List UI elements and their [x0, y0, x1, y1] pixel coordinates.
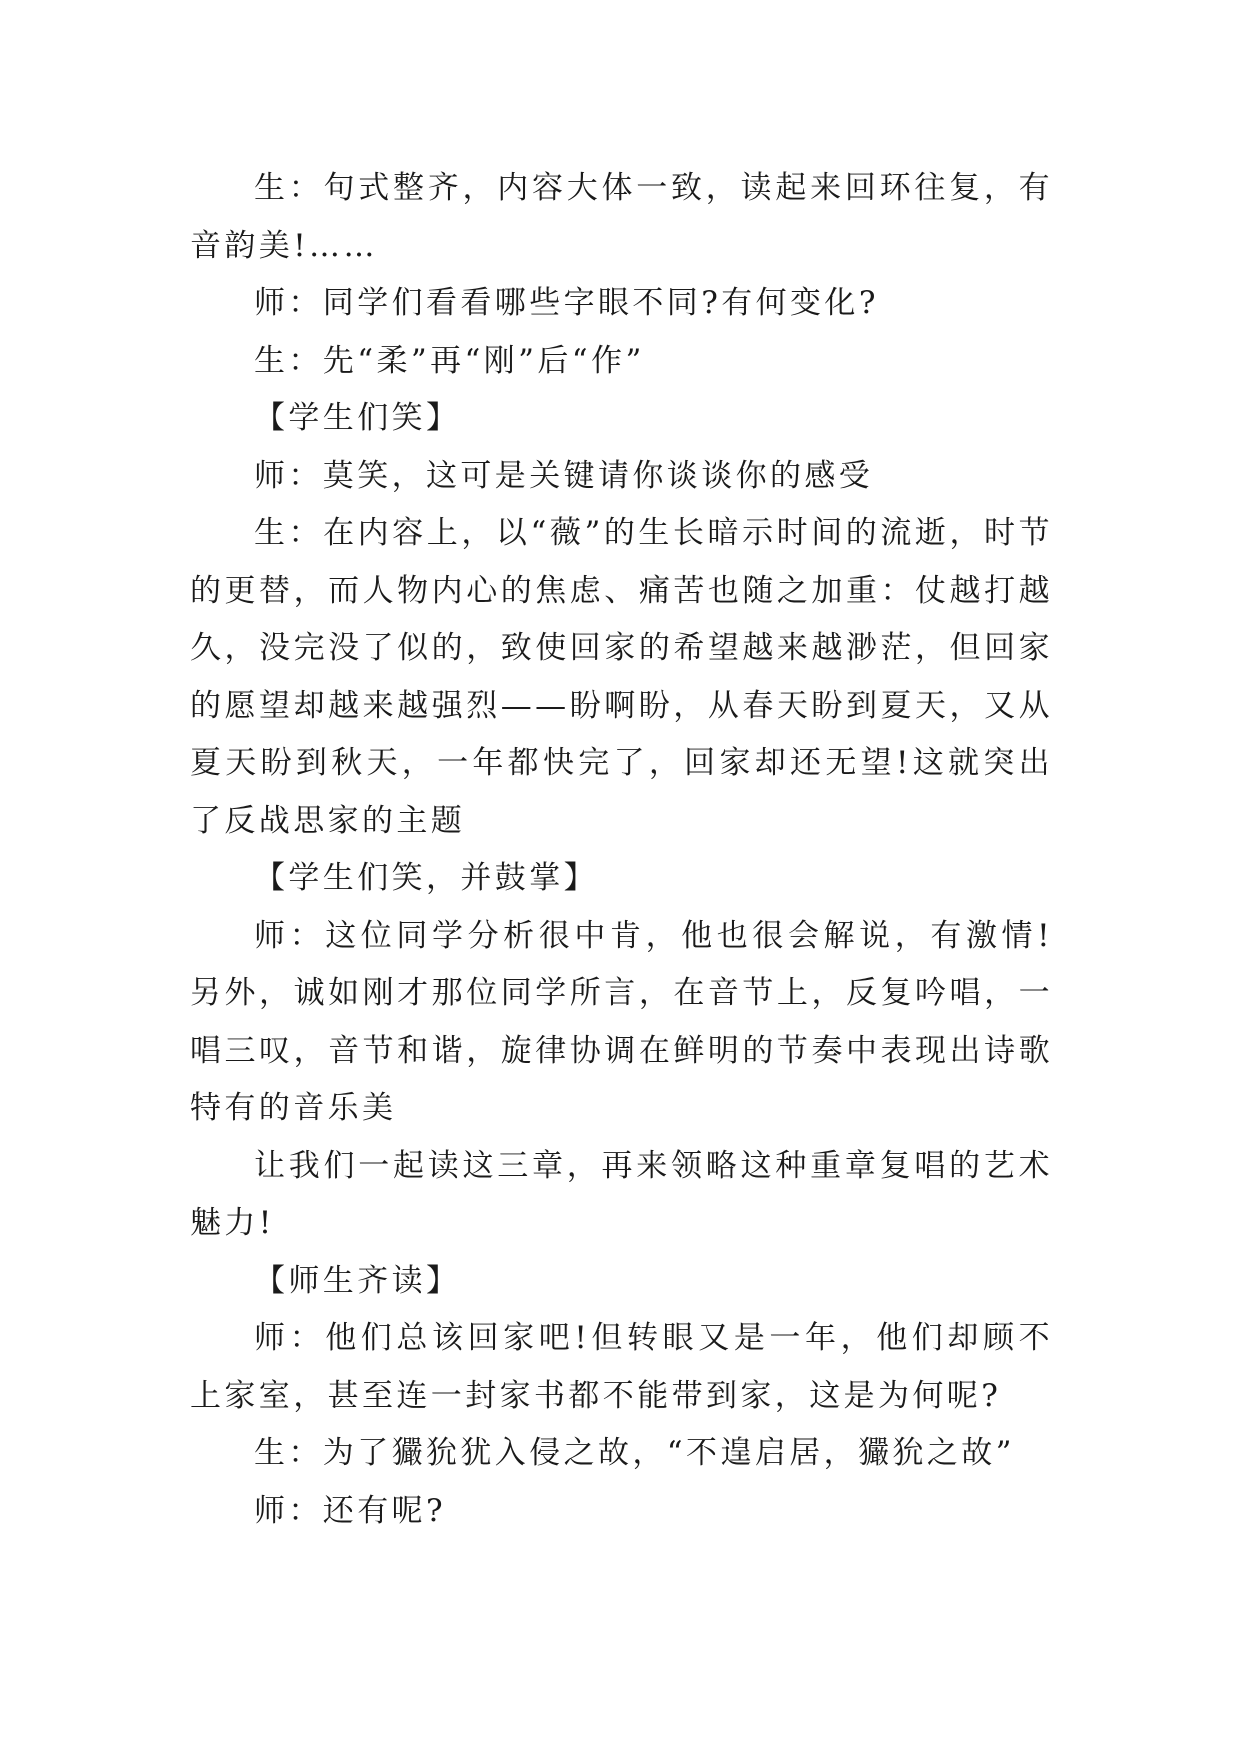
paragraph-student-analysis: 生：在内容上，以“薇”的生长暗示时间的流逝，时节的更替，而人物内心的焦虑、痛苦也随之加重：仗越打越久，没完没了似的，致使回家的希望越来越渺茫，但回家的愿望却越来越强烈——盼啊盼，从春天盼到夏天，又从夏天盼到秋天，一年都快完了，回家却还无望!这就突出了反战思家的主题 — [190, 515, 1053, 839]
paragraph-teacher-prompt-2: 师：莫笑，这可是关键请你谈谈你的感受 — [254, 457, 874, 494]
paragraph-stage-direction-3: 【师生齐读】 — [254, 1262, 461, 1299]
paragraph-student-answer-1: 生：句式整齐，内容大体一致，读起来回环往复，有音韵美!…… — [190, 170, 1053, 264]
paragraph-teacher-comment: 师：这位同学分析很中肯，他也很会解说，有激情!另外，诚如刚才那位同学所言，在音节上，反复吟唱，一唱三叹，音节和谐，旋律协调在鲜明的节奏中表现出诗歌特有的音乐美 — [190, 917, 1053, 1126]
document-body — [190, 160, 1053, 1540]
paragraph-teacher-question-4: 师：还有呢? — [254, 1492, 447, 1529]
paragraph-stage-direction-1: 【学生们笑】 — [254, 400, 461, 436]
paragraph-student-answer-3: 生：为了玁狁犹入侵之故，“不遑启居，玁狁之故” — [254, 1435, 1015, 1471]
paragraph-stage-direction-2: 【学生们笑，并鼓掌】 — [254, 860, 598, 896]
paragraph-teacher-question-1: 师：同学们看看哪些字眼不同?有何变化? — [254, 285, 879, 321]
paragraph-reading-invitation: 让我们一起读这三章，再来领略这种重章复唱的艺术魅力! — [190, 1147, 1053, 1241]
paragraph-student-answer-2: 生：先“柔”再“刚”后“作” — [254, 342, 645, 379]
paragraph-teacher-question-3: 师：他们总该回家吧!但转眼又是一年，他们却顾不上家室，甚至连一封家书都不能带到家，这是为何呢? — [190, 1320, 1053, 1414]
